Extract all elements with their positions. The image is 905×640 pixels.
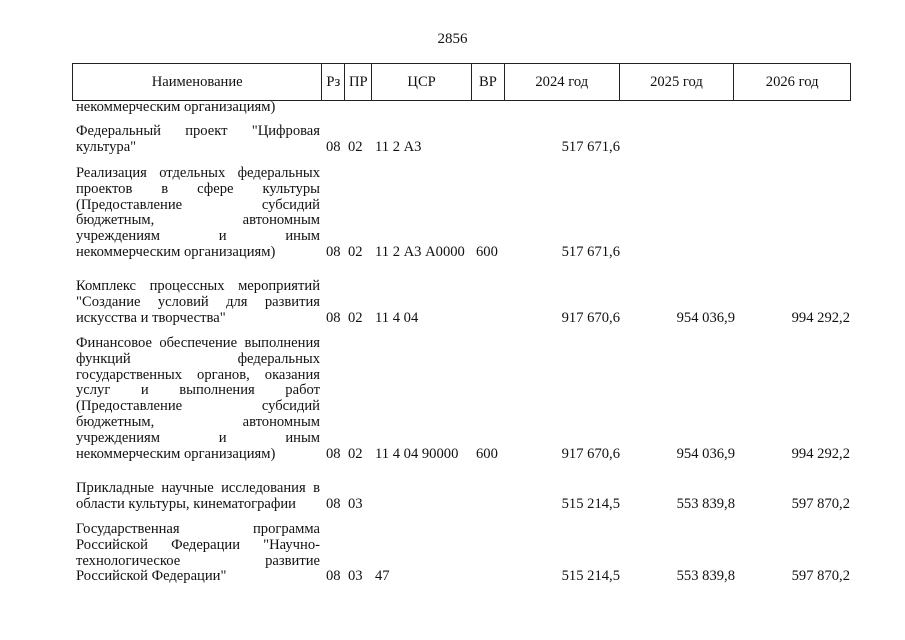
row-name-line: культура" <box>76 138 137 155</box>
row-name-line: бюджетным, автономным <box>76 413 320 430</box>
header-2024: 2024 год <box>505 64 620 100</box>
cell-csr: 11 4 04 <box>375 309 419 326</box>
row-name-line: государственных органов, оказания <box>76 366 320 383</box>
cell-y2025: 954 036,9 <box>676 445 735 462</box>
page-number: 2856 <box>437 31 468 47</box>
row-name <box>76 166 320 261</box>
row-name-line: Финансовое обеспечение выполнения <box>76 335 320 351</box>
row-name-line: Комплекс процессных мероприятий <box>76 278 320 294</box>
cell-y2026: 994 292,2 <box>791 309 850 326</box>
cell-csr: 47 <box>375 568 390 585</box>
table-header <box>72 63 851 101</box>
row-name-line: услуг и выполнения работ <box>76 382 320 399</box>
row-name-line: Реализация отдельных федеральных <box>76 165 320 181</box>
row-name-line: Государственная программа <box>76 521 320 537</box>
cell-y2024: 917 670,6 <box>561 445 620 462</box>
cell-rz: 08 <box>326 309 341 326</box>
cell-y2026: 994 292,2 <box>791 445 850 462</box>
row-name-line: бюджетным, автономным <box>76 212 320 229</box>
row-name-line: учреждениям и иным <box>76 228 320 245</box>
cell-rz: 08 <box>326 495 341 512</box>
cell-rz: 08 <box>326 244 341 260</box>
row-name <box>76 100 320 116</box>
row-name-line: "Создание условий для развития <box>76 293 320 310</box>
row-name-line: учреждениям и иным <box>76 429 320 446</box>
cell-rz: 08 <box>326 568 341 585</box>
cell-csr: 11 2 А3 <box>375 138 422 155</box>
row-name-line: функций федеральных <box>76 350 320 367</box>
header-vr: ВР <box>472 64 505 100</box>
cell-y2026: 597 870,2 <box>791 495 850 512</box>
cell-pr: 03 <box>348 568 363 585</box>
cell-rz: 08 <box>326 138 341 155</box>
row-name-line: Российской Федерации" <box>76 568 227 585</box>
cell-y2026: 597 870,2 <box>791 568 850 585</box>
row-name-line: (Предоставление субсидий <box>76 398 320 415</box>
cell-y2025: 553 839,8 <box>676 495 735 512</box>
cell-y2024: 517 671,6 <box>561 244 620 260</box>
row-name <box>76 336 320 462</box>
row-name-line: Федеральный проект "Цифровая <box>76 123 320 139</box>
cell-pr: 02 <box>348 309 363 326</box>
row-name <box>76 481 320 513</box>
header-csr: ЦСР <box>372 64 472 100</box>
row-name-line: Российской Федерации "Научно- <box>76 536 320 553</box>
row-name-line: области культуры, кинематографии <box>76 495 296 512</box>
cell-csr: 11 4 04 90000 <box>375 445 459 462</box>
header-name: Наименование <box>73 64 322 100</box>
header-2026: 2026 год <box>765 73 819 90</box>
row-name-line: (Предоставление субсидий <box>76 196 320 213</box>
cell-y2024: 515 214,5 <box>561 495 620 512</box>
cell-pr: 02 <box>348 244 363 260</box>
cell-pr: 02 <box>348 445 363 462</box>
row-name-line: Прикладные научные исследования в <box>76 480 320 496</box>
cell-csr: 11 2 А3 А0000 <box>375 244 465 260</box>
cell-vr: 600 <box>476 445 498 462</box>
cell-y2024: 517 671,6 <box>561 138 620 155</box>
cell-rz: 08 <box>326 445 341 462</box>
header-rz: Рз <box>322 64 345 100</box>
row-name-line: искусства и творчества" <box>76 309 226 326</box>
row-name-line: некоммерческим организациям) <box>76 99 276 115</box>
header-pr: ПР <box>345 64 372 100</box>
cell-pr: 02 <box>348 138 363 155</box>
cell-pr: 03 <box>348 495 363 512</box>
row-name <box>76 279 320 326</box>
row-name-line: некоммерческим организациям) <box>76 243 276 260</box>
row-name-line: технологическое развитие <box>76 552 320 569</box>
cell-y2025: 553 839,8 <box>676 568 735 585</box>
cell-vr: 600 <box>476 244 498 260</box>
row-name <box>76 124 320 156</box>
cell-y2024: 515 214,5 <box>561 568 620 585</box>
cell-y2025: 954 036,9 <box>676 309 735 326</box>
header-2025: 2025 год <box>620 64 735 100</box>
row-name <box>76 522 320 585</box>
row-name-line: проектов в сфере культуры <box>76 180 320 197</box>
cell-y2024: 917 670,6 <box>561 309 620 326</box>
row-name-line: некоммерческим организациям) <box>76 445 276 462</box>
